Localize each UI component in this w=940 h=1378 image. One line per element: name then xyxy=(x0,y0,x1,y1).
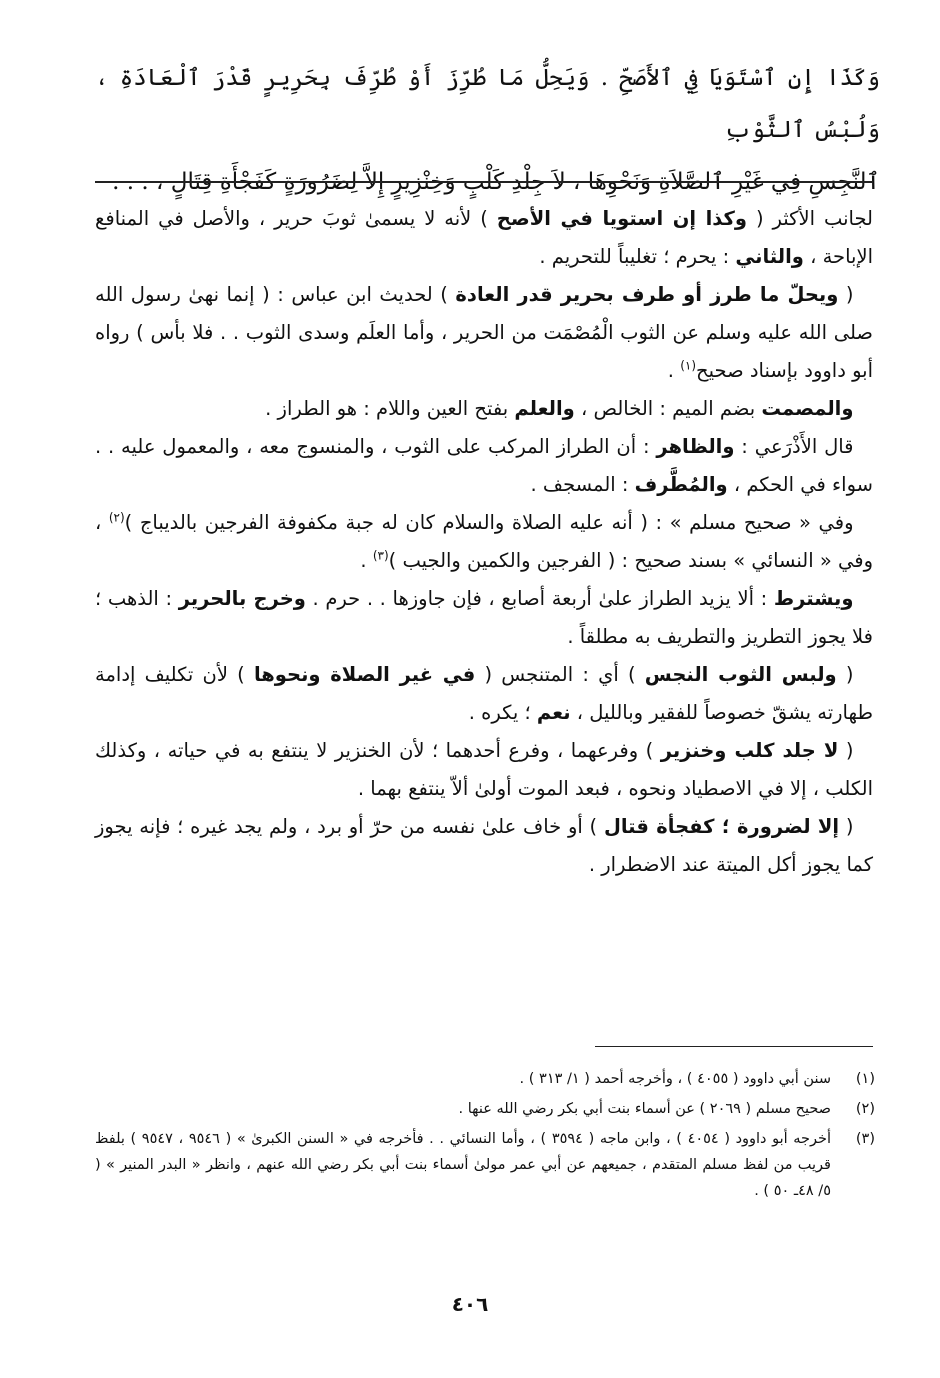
text: بضم الميم : الخالص ، xyxy=(574,397,762,420)
text: . xyxy=(360,549,373,572)
text: ( xyxy=(836,663,854,686)
footnote-ref[interactable]: (١) xyxy=(680,358,697,373)
footnote-text: أخرجه أبو داوود ( ٤٠٥٤ ) ، وابن ماجه ( ٣٥٩٤ ) ، وأما النسائي . . فأخرجه في « السنن الكبرىٰ » ( ٩٥٤٦ ، ٩٥٤٧ ) بلفظ قريب من لفظ مسلم المتقدم ، جميعهم عن أبي عمر مولىٰ أسماء بنت أبي بكر رضي الله عنهم ، وانظر « البدر المنير » ( ٥/ ٤٨ـ ٥٠ ) . xyxy=(95,1131,831,1199)
text: : الذهب ؛ فلا يجوز التطريز والتطريف به مطلقاً . xyxy=(95,587,873,648)
keyword: نعم xyxy=(536,701,571,724)
commentary-paragraph xyxy=(95,732,873,808)
text: ) أو خاف علىٰ نفسه من حرّ أو برد ، ولم يجد غيره ؛ فإنه يجوز كما يجوز أكل الميتة عند الاضطرار . xyxy=(95,815,873,876)
text: ) لأن تكليف إدامة طهارته يشقّ خصوصاً للفقير وبالليل ، xyxy=(95,663,873,724)
commentary-paragraph xyxy=(95,276,873,390)
text: ) لأنه لا يسمىٰ ثوبَ حرير ، والأصل في المنافع الإباحة ، xyxy=(95,207,873,268)
footnote-text: صحيح مسلم ( ٢٠٦٩ ) عن أسماء بنت أبي بكر رضي الله عنها . xyxy=(458,1101,831,1117)
quoted-matn: في غير الصلاة ونحوها xyxy=(253,663,476,686)
footnote xyxy=(95,1096,875,1122)
matn-line: ٱلنَّجِسِ فِي غَيْرِ ٱلصَّلاَةِ وَنَحْوِهَا ، لاَ جِلْدِ كَلْبٍ وَخِنْزِيرٍ إِلاَّ لِضَرُورَةٍ كَفَجْأَةِ قِتَالٍ ، . . . xyxy=(112,169,880,195)
quoted-matn: لا جلد كلب وخنزير xyxy=(660,739,839,762)
text: ) أي : المتنجس ( xyxy=(475,663,645,686)
keyword: والثاني xyxy=(735,245,804,268)
text: ) وفرعهما ، وفرع أحدهما ؛ لأن الخنزير لا ينتفع به في حياته ، وكذلك الكلب ، إلا في الاصطياد ونحوه ، فبعد الموت أولىٰ ألاّ ينتفع بهما . xyxy=(95,739,873,800)
text: بفتح العين واللام : هو الطراز . xyxy=(265,397,515,420)
footnote-number: (١) xyxy=(855,1071,875,1087)
keyword: والمصمت xyxy=(761,397,854,420)
text: . xyxy=(667,359,681,382)
quoted-matn: ويحلّ ما طرز أو طرف بحرير قدر العادة xyxy=(455,283,839,306)
text: لجانب الأكثر ( xyxy=(747,207,873,230)
footnote-separator xyxy=(595,1046,873,1047)
commentary-paragraph xyxy=(95,428,873,504)
keyword: والظاهر xyxy=(656,435,735,458)
text: ( xyxy=(839,815,854,838)
text: وفي « صحيح مسلم » : ( أنه عليه الصلاة والسلام كان له جبة مكفوفة الفرجين بالديباج ) xyxy=(124,511,854,534)
footnotes xyxy=(95,1066,875,1208)
commentary-paragraph xyxy=(95,580,873,656)
text: ( xyxy=(838,739,854,762)
keyword: وخرج بالحرير xyxy=(178,587,306,610)
footnote-text: سنن أبي داوود ( ٤٠٥٥ ) ، وأخرجه أحمد ( ١/ ٣١٣ ) . xyxy=(519,1071,831,1087)
text: ، وفي « النسائي » بسند صحيح : ( الفرجين والكمين والجيب ) xyxy=(95,511,873,572)
text: : يحرم ؛ تغليباً للتحريم . xyxy=(539,245,736,268)
footnote-number: (٢) xyxy=(855,1101,875,1117)
commentary-paragraph xyxy=(95,200,873,276)
keyword: والمُطَّرف xyxy=(634,473,728,496)
page-number: ٤٠٦ xyxy=(451,1292,489,1316)
quoted-matn: ولبس الثوب النجس xyxy=(644,663,837,686)
footnote-number: (٣) xyxy=(855,1131,875,1147)
text: ) لحديث ابن عباس : ( إنما نهىٰ رسول الله صلى الله عليه وسلم عن الثوب الْمُصْمَت من الحرير ، وأما العلَم وسدى الثوب . . فلا بأس ) رواه أبو داوود بإسناد صحيح xyxy=(95,283,873,382)
footnote xyxy=(95,1126,875,1204)
commentary-text xyxy=(95,200,873,884)
commentary-paragraph xyxy=(95,504,873,580)
text: قال الأَذْرَعي : xyxy=(734,435,854,458)
footnote-ref[interactable]: (٣) xyxy=(372,548,389,563)
matn-line: وَكَذَا إِنِ ٱسْتَوَيَا فِي ٱلأَصَحِّ . وَيَحِلُّ مَا طُرِّزَ أَوْ طُرِّفَ بِحَرِيرٍ قَدْرَ ٱلْعَادَةِ ، وَلُبْسُ ٱلثَّوْبِ xyxy=(95,65,880,143)
text: ( xyxy=(838,283,854,306)
text: : أن الطراز المركب على الثوب ، والمنسوج معه ، والمعمول عليه . . سواء في الحكم ، xyxy=(95,435,873,496)
commentary-paragraph xyxy=(95,656,873,732)
quoted-matn: وكذا إن استويا في الأصح xyxy=(496,207,748,230)
commentary-paragraph xyxy=(95,390,873,428)
text: : المسجف . xyxy=(530,473,635,496)
footnote xyxy=(95,1066,875,1092)
text: ؛ يكره . xyxy=(468,701,537,724)
keyword: والعلم xyxy=(514,397,575,420)
separator-rule xyxy=(95,181,873,183)
footnote-ref[interactable]: (٢) xyxy=(108,510,125,525)
text: : ألا يزيد الطراز علىٰ أربعة أصابع ، فإن جاوزها . . حرم . xyxy=(305,587,774,610)
quoted-matn: إلا لضرورة ؛ كفجأة قتال xyxy=(603,815,840,838)
commentary-paragraph xyxy=(95,808,873,884)
keyword: ويشترط xyxy=(773,587,854,610)
matn-text xyxy=(95,52,880,208)
